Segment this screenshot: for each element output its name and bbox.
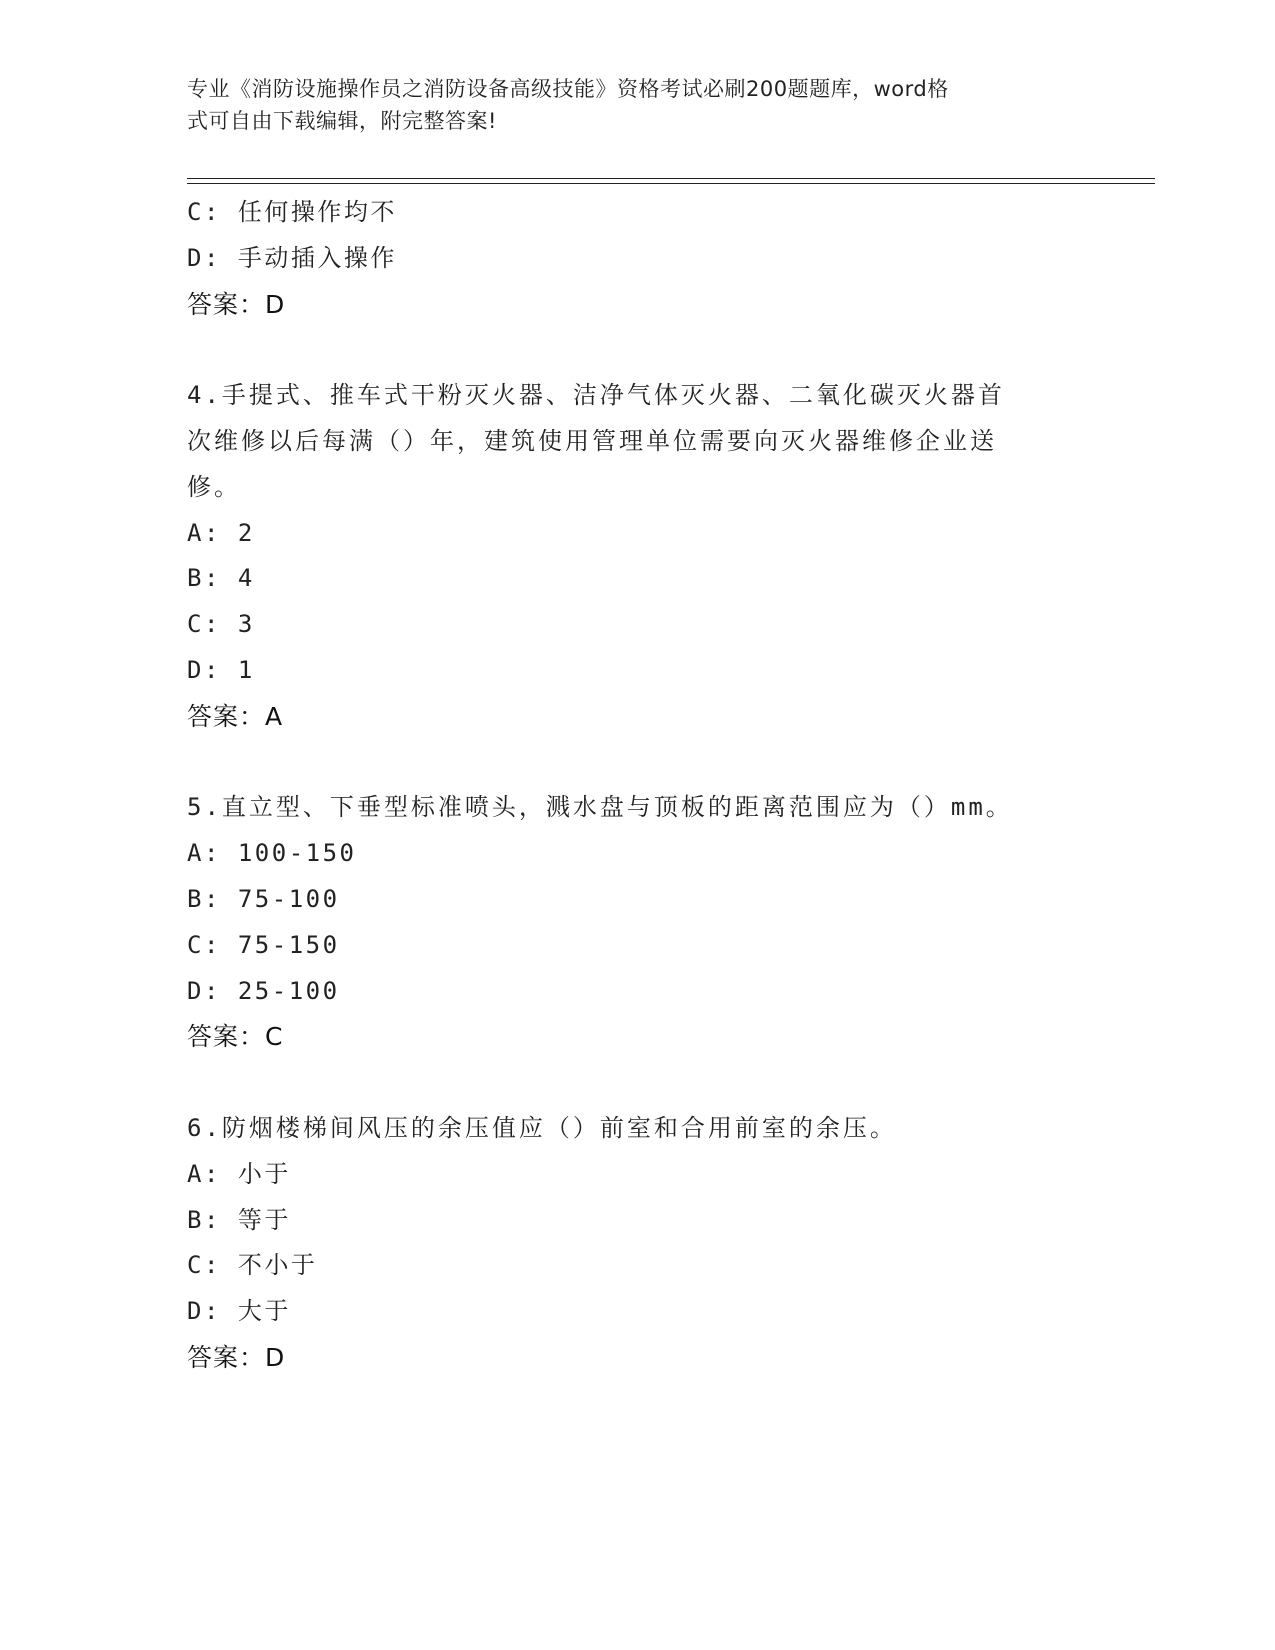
option-d: D: 大于 <box>187 1297 291 1326</box>
option-a: A: 小于 <box>187 1159 291 1188</box>
option-d: D: 手动插入操作 <box>187 243 397 272</box>
question-4 <box>187 373 1067 739</box>
option-d: D: 1 <box>187 655 255 684</box>
option-d: D: 25-100 <box>187 976 340 1005</box>
header-line-2: 式可自由下载编辑，附完整答案! <box>187 109 497 133</box>
document-header <box>187 73 1067 137</box>
continued-question <box>187 190 1067 327</box>
header-divider-top <box>187 178 1155 179</box>
answer-line: 答案：D <box>187 1342 286 1372</box>
question-stem-line: 4.手提式、推车式干粉灭火器、洁净气体灭火器、二氧化碳灭火器首 <box>187 381 1005 410</box>
answer-line: 答案：C <box>187 1022 284 1052</box>
option-b: B: 75-100 <box>187 884 340 913</box>
answer-line: 答案：A <box>187 701 284 731</box>
option-a: A: 100-150 <box>187 839 357 868</box>
question-stem-line: 5.直立型、下垂型标准喷头，溅水盘与顶板的距离范围应为（）mm。 <box>187 793 1013 822</box>
question-5 <box>187 785 1067 1060</box>
spacer <box>187 327 1067 373</box>
question-6 <box>187 1106 1067 1381</box>
question-content <box>187 190 1067 1381</box>
option-c: C: 75-150 <box>187 930 340 959</box>
question-stem-line: 修。 <box>187 472 241 501</box>
option-b: B: 等于 <box>187 1205 291 1234</box>
spacer <box>187 1060 1067 1106</box>
answer-line: 答案：D <box>187 289 286 319</box>
spacer <box>187 740 1067 786</box>
option-a: A: 2 <box>187 518 255 547</box>
question-stem-line: 次维修以后每满（）年，建筑使用管理单位需要向灭火器维修企业送 <box>187 426 997 455</box>
header-line-1: 专业《消防设施操作员之消防设备高级技能》资格考试必刷200题题库，word格 <box>187 77 949 101</box>
option-b: B: 4 <box>187 564 255 593</box>
option-c: C: 不小于 <box>187 1251 318 1280</box>
header-divider-bottom <box>187 183 1155 184</box>
option-c: C: 3 <box>187 610 255 639</box>
option-c: C: 任何操作均不 <box>187 198 397 226</box>
question-stem-line: 6.防烟楼梯间风压的余压值应（）前室和合用前室的余压。 <box>187 1113 897 1142</box>
